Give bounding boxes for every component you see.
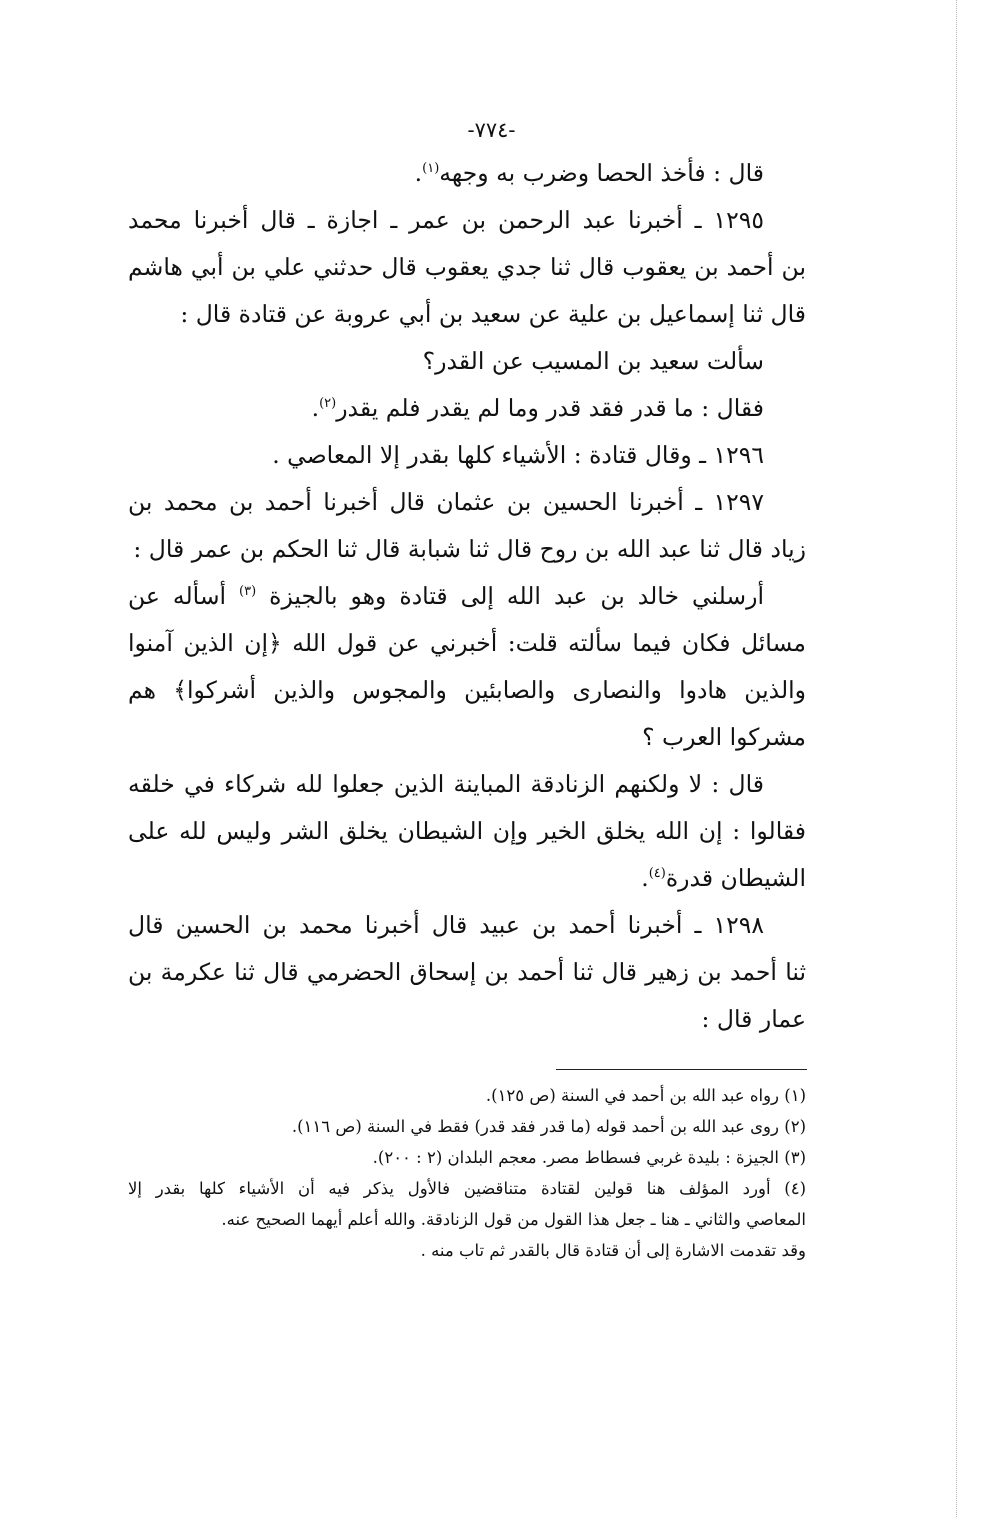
text-line-5: سألت سعيد بن المسيب عن القدر؟ (422, 347, 764, 375)
text-line-9: زياد قال ثنا عبد الله بن روح قال ثنا شبابة قال ثنا الحكم بن عمر قال : (133, 535, 806, 563)
text-line-1: قال : فأخذ الحصا وضرب به وجهه$^{(١)}$. (414, 159, 764, 187)
footnote-3: (٣) الجيزة : بليدة غربي فسطاط مصر. معجم البلدان (٢ : ٢٠٠). (372, 1148, 806, 1167)
footnote-1: (١) رواه عبد الله بن أحمد في السنة (ص ١٢٥). (485, 1086, 806, 1105)
footnote-separator (556, 1069, 807, 1070)
text-line-12: والذين هادوا والنصارى والصابئين والمجوس والذين أشركوا﴾ هم (128, 676, 806, 704)
footnote-4-line-2: المعاصي والثاني ـ هنا ـ جعل هذا القول من قول الزنادقة. والله أعلم أيهما الصحيح عنه. (221, 1210, 806, 1229)
text-line-14: قال : لا ولكنهم الزنادقة المباينة الذين جعلوا لله شركاء في خلقه (128, 770, 764, 798)
text-line-13: مشركوا العرب ؟ (642, 723, 806, 751)
page-edge-margin (956, 0, 957, 1517)
page-number: -٧٧٤- (467, 118, 516, 142)
text-line-4: قال ثنا إسماعيل بن علية عن سعيد بن أبي عروبة عن قتادة قال : (180, 300, 806, 328)
text-line-10: أرسلني خالد بن عبد الله إلى قتادة وهو بالجيزة $^{(٣)}$ أسأله عن (128, 582, 764, 610)
text-line-7: ١٢٩٦ ـ وقال قتادة : الأشياء كلها بقدر إلا المعاصي . (272, 441, 764, 469)
text-line-18: ثنا أحمد بن زهير قال ثنا أحمد بن إسحاق الحضرمي قال ثنا عكرمة بن (128, 958, 806, 986)
footnote-2: (٢) روى عبد الله بن أحمد قوله (ما قدر فقد قدر) فقط في السنة (ص ١١٦). (291, 1117, 806, 1136)
footnote-4-line-3: وقد تقدمت الاشارة إلى أن قتادة قال بالقدر ثم تاب منه . (420, 1241, 806, 1260)
text-line-6: فقال : ما قدر فقد قدر وما لم يقدر فلم يقدر$^{(٢)}$. (311, 394, 764, 422)
text-line-17: ١٢٩٨ ـ أخبرنا أحمد بن عبيد قال أخبرنا محمد بن الحسين قال (128, 911, 764, 939)
main-text (128, 150, 806, 1043)
footnote-4-line-1: (٤) أورد المؤلف هنا قولين لقتادة متناقضين فالأول يذكر فيه أن الأشياء كلها بقدر إلا (128, 1179, 806, 1198)
text-line-11: مسائل فكان فيما سألته قلت: أخبرني عن قول الله ﴿إن الذين آمنوا (128, 629, 806, 657)
text-line-15: فقالوا : إن الله يخلق الخير وإن الشيطان يخلق الشر وليس لله على (128, 817, 806, 845)
text-line-16: الشيطان قدرة$^{(٤)}$. (641, 864, 806, 892)
text-line-19: عمار قال : (701, 1005, 806, 1033)
footnotes (128, 1080, 806, 1266)
text-line-8: ١٢٩٧ ـ أخبرنا الحسين بن عثمان قال أخبرنا أحمد بن محمد بن (128, 488, 764, 516)
text-line-3: بن أحمد بن يعقوب قال ثنا جدي يعقوب قال حدثني علي بن أبي هاشم (128, 253, 806, 281)
text-line-2: ١٢٩٥ ـ أخبرنا عبد الرحمن بن عمر ـ اجازة ـ قال أخبرنا محمد (128, 206, 764, 234)
